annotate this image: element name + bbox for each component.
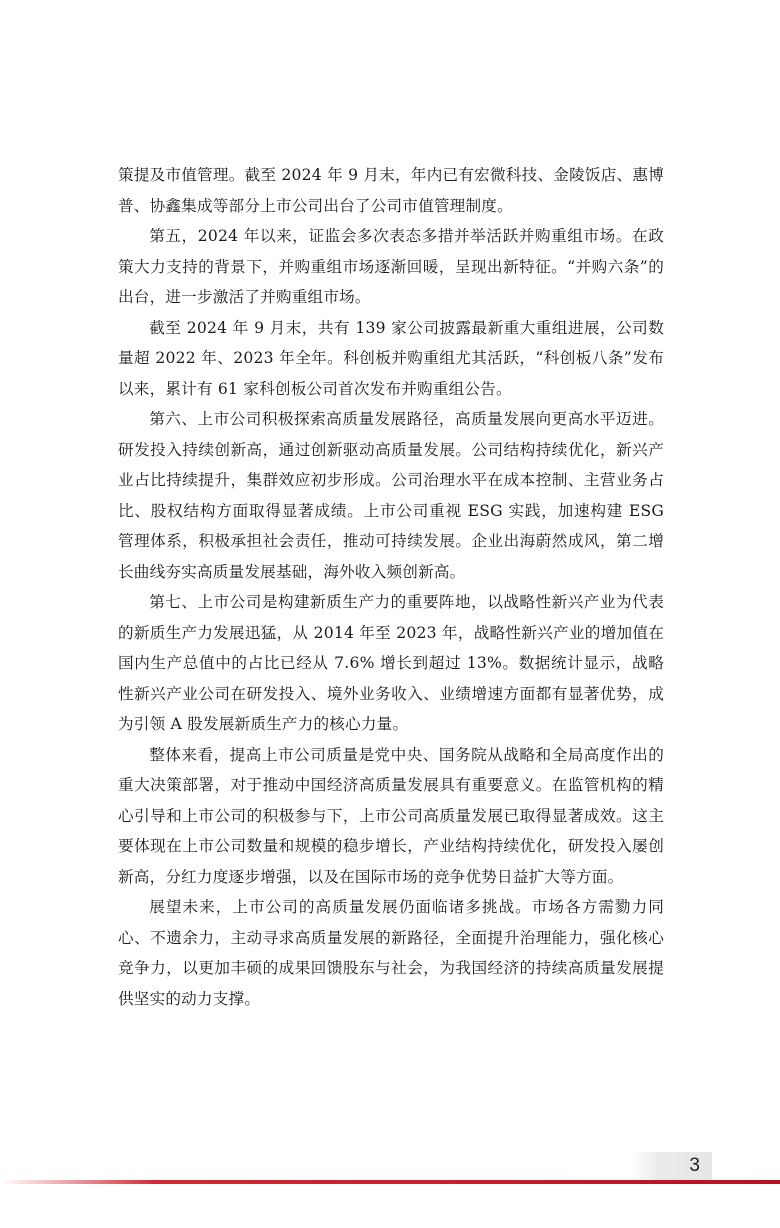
page-number: 3 (689, 1155, 700, 1176)
paragraph-seventh-point: 第七、上市公司是构建新质生产力的重要阵地，以战略性新兴产业为代表的新质生产力发展迅猛，从 2014 年至 2023 年，战略性新兴产业的增加值在国内生产总值中的占比已经从 7.6% 增长到超过 13%。数据统计显示，战略性新兴产业公司在研发投入、境外业务收入、业绩增速方面都有显著优势，成为引领 A 股发展新质生产力的核心力量。 (118, 593, 664, 733)
paragraph-market-cap-management: 策提及市值管理。截至 2024 年 9 月末，年内已有宏微科技、金陵饭店、惠博普、协鑫集成等部分上市公司出台了公司市值管理制度。 (118, 166, 664, 215)
document-body (118, 160, 664, 1014)
paragraph-sixth-point: 第六、上市公司积极探索高质量发展路径，高质量发展向更高水平迈进。研发投入持续创新高，通过创新驱动高质量发展。公司结构持续优化，新兴产业占比持续提升，集群效应初步形成。公司治理水平在成本控制、主营业务占比、股权结构方面取得显著成绩。上市公司重视 ESG 实践，加速构建 ESG 管理体系，积极承担社会责任，推动可持续发展。企业出海蔚然成风，第二增长曲线夯实高质量发展基础，海外收入频创新高。 (118, 410, 664, 581)
page-number-tab (630, 1152, 712, 1182)
paragraph-overall-summary: 整体来看，提高上市公司质量是党中央、国务院从战略和全局高度作出的重大决策部署，对于推动中国经济高质量发展具有重要意义。在监管机构的精心引导和上市公司的积极参与下，上市公司高质量发展已取得显著成效。这主要体现在上市公司数量和规模的稳步增长，产业结构持续优化，研发投入屡创新高，分红力度逐步增强，以及在国际市场的竞争优势日益扩大等方面。 (118, 745, 664, 886)
footer-accent-rule (0, 1180, 780, 1184)
paragraph-restructuring-stats: 截至 2024 年 9 月末，共有 139 家公司披露最新重大重组进展，公司数量超 2022 年、2023 年全年。科创板并购重组尤其活跃，“科创板八条”发布以来，累计有 61 家科创板公司首次发布并购重组公告。 (118, 318, 664, 398)
paragraph-fifth-point: 第五，2024 年以来，证监会多次表态多措并举活跃并购重组市场。在政策大力支持的背景下，并购重组市场逐渐回暖，呈现出新特征。“并购六条”的出台，进一步激活了并购重组市场。 (118, 227, 664, 306)
paragraph-outlook: 展望未来，上市公司的高质量发展仍面临诸多挑战。市场各方需勠力同心、不遗余力，主动寻求高质量发展的新路径，全面提升治理能力，强化核心竞争力，以更加丰硕的成果回馈股东与社会，为我国经济的持续高质量发展提供坚实的动力支撑。 (118, 898, 664, 1008)
